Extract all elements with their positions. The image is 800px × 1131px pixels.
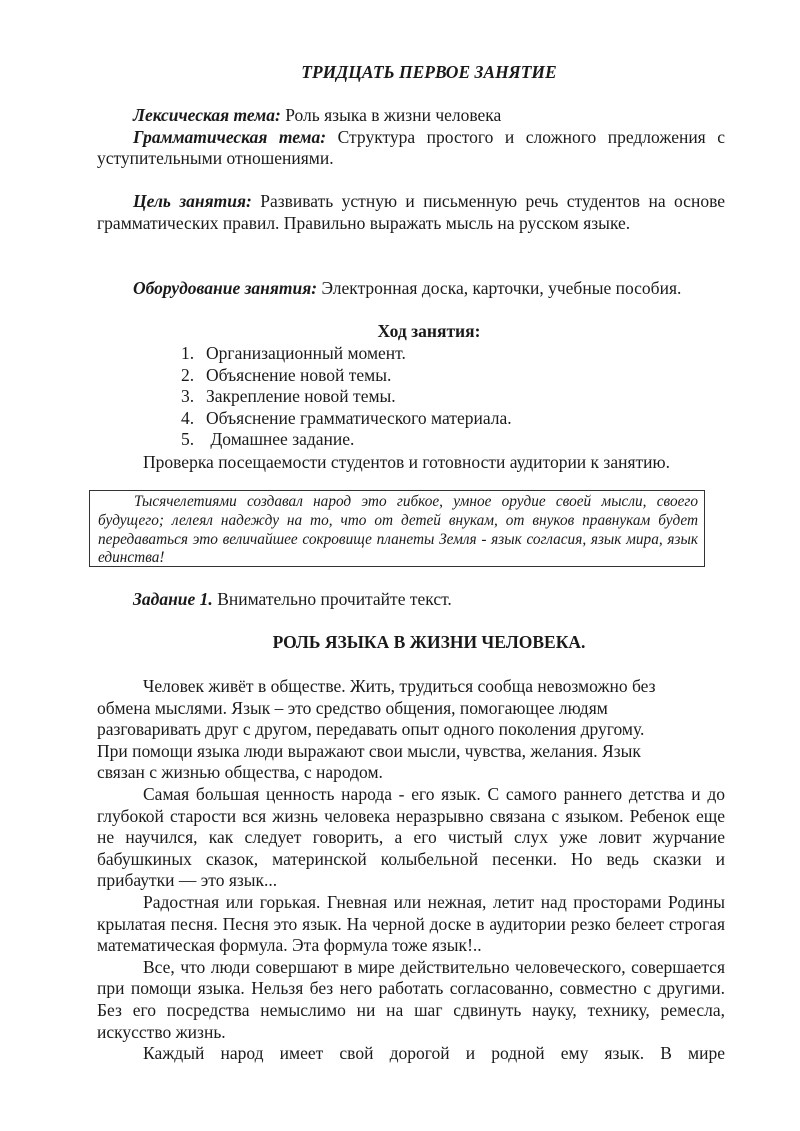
lesson-header — [97, 105, 725, 170]
quote-text: Тысячелетиями создавал народ это гибкое, умное орудие своей мысли, своего будущего; лелеял надежду на то, что от детей внукам, от внуков правнукам будет передаваться это величайшее сокровище планеты Земля - язык согласия, язык мира, язык единства! — [98, 493, 698, 567]
list-item: 1. Организационный момент. — [181, 343, 406, 363]
lesson-goal — [97, 191, 725, 234]
reading-text — [97, 676, 725, 1065]
grammar-topic — [97, 127, 725, 170]
lexical-topic — [97, 105, 725, 127]
goal-label: Цель занятия: — [133, 191, 252, 211]
plan-heading: Ход занятия: — [377, 321, 481, 341]
lexical-topic-text: Роль языка в жизни человека — [280, 105, 502, 125]
goal-text: Развивать устную и письменную речь студентов на основе грамматических правил. Правильно выражать мысль на русском языке. — [97, 191, 725, 233]
grammar-topic-text: Структура простого и сложного предложения с уступительными отношениями. — [97, 126, 725, 169]
quote-box — [89, 490, 705, 567]
attendance-check: Проверка посещаемости студентов и готовности аудитории к занятию. — [143, 452, 670, 472]
equipment-text: Электронная доска, карточки, учебные пособия. — [317, 278, 682, 298]
paragraph-1: Человек живёт в обществе. Жить, трудиться сообща невозможно без обмена мыслями. Язык – это средство общения, помогающее людям разговаривать друг с другом, передавать опыт одного поколения другому. При помощи языка люди выражают свои мысли, чувства, желания. Язык связан с жизнью общества, с народом. — [97, 676, 656, 783]
task-1-text: Внимательно прочитайте текст. — [212, 589, 452, 609]
grammar-topic-label: Грамматическая тема: — [133, 126, 327, 147]
plan-list — [181, 343, 512, 451]
list-item: 3. Закрепление новой темы. — [181, 386, 396, 407]
paragraph-3: Радостная или горькая. Гневная или нежная, летит над просторами Родины крылатая песня. Песня это язык. На черной доске в аудитории резко белеет строгая математическая формула. Эта формула тоже язык!.. — [97, 891, 725, 956]
text-title: РОЛЬ ЯЗЫКА В ЖИЗНИ ЧЕЛОВЕКА. — [272, 632, 586, 652]
list-item: 2. Объяснение новой темы. — [181, 364, 392, 385]
lesson-equipment — [97, 278, 725, 300]
task-1 — [97, 589, 725, 611]
paragraph-5: Каждый народ имеет свой дорогой и родной ему язык. В мире — [143, 1043, 725, 1064]
task-1-label: Задание 1. — [133, 589, 213, 609]
lesson-title: ТРИДЦАТЬ ПЕРВОЕ ЗАНЯТИЕ — [301, 62, 557, 82]
equipment-label: Оборудование занятия: — [133, 278, 318, 298]
paragraph-4: Все, что люди совершают в мире действительно человеческого, совершается при помощи языка. Нельзя без него работать согласованно, совместно с другими. Без его посредства немыслимо ни на шаг сдвинуть науку, технику, ремесла, искусство жизнь. — [97, 956, 725, 1042]
lexical-topic-label: Лексическая тема: — [133, 105, 281, 125]
list-item: 4. Объяснение грамматического материала. — [181, 407, 512, 428]
paragraph-2: Самая большая ценность народа - его язык. С самого раннего детства и до глубокой старости вся жизнь человека неразрывно связана с языком. Ребенок еще не научился, как следует говорить, а его чистый слух уже ловит журчание бабушкиных сказок, материнской колыбельной песенки. Но ведь сказки и прибаутки — это язык... — [97, 783, 725, 891]
list-item: 5. Домашнее задание. — [181, 429, 355, 450]
